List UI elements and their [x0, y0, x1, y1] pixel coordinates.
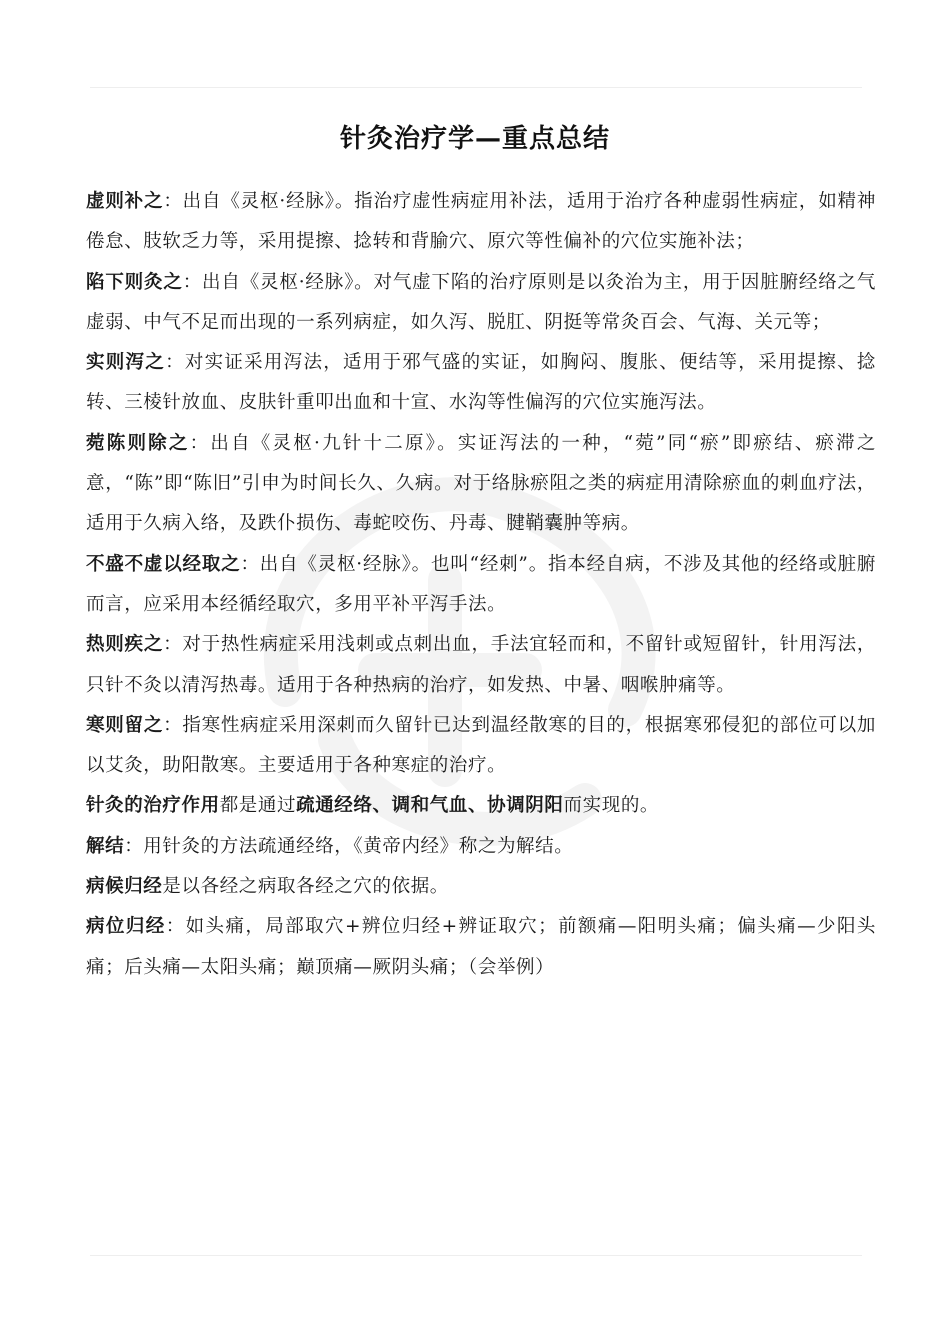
paragraph-bu-sheng-bu-xu — [86, 545, 876, 626]
paragraph-text: 都是通过 — [219, 795, 297, 817]
term-label: 热则疾之 — [86, 634, 164, 656]
top-divider — [90, 87, 862, 88]
paragraph-text: ：出自《灵枢·经脉》。指治疗虚性病症用补法，适用于治疗各种虚弱性病症，如精神倦怠、肢软乏力等，采用提擦、捻转和背腧穴、原穴等性偏补的穴位实施补法； — [86, 191, 876, 253]
paragraph-xian-xia-ze-jiu-zhi — [86, 263, 876, 344]
term-label: 病位归经 — [86, 916, 166, 938]
term-label: 病候归经 — [86, 876, 163, 898]
bottom-divider — [90, 1255, 862, 1256]
paragraph-re-ze-ji-zhi — [86, 625, 876, 706]
paragraph-jie-jie — [86, 827, 876, 867]
paragraph-text: ：出自《灵枢·九针十二原》。实证泻法的一种，“菀”同“瘀”即瘀结、瘀滞之意，“陈”即“陈旧”引申为时间长久、久病。对于络脉瘀阻之类的病症用清除瘀血的刺血疗法，适用于久病入络，及跌仆损伤、毒蛇咬伤、丹毒、腱鞘囊肿等病。 — [86, 432, 876, 535]
paragraph-text: 是以各经之病取各经之穴的依据。 — [162, 876, 449, 898]
term-label: 不盛不虚以经取之 — [86, 553, 241, 575]
document-body — [86, 182, 876, 988]
paragraph-text: ：出自《灵枢·经脉》。对气虚下陷的治疗原则是以灸治为主，用于因脏腑经络之气虚弱、中气不足而出现的一系列病症，如久泻、脱肛、阴挺等常灸百会、气海、关元等； — [86, 271, 876, 333]
paragraph-text: ：用针灸的方法疏通经络，《黄帝内经》称之为解结。 — [124, 835, 574, 857]
term-label: 寒则留之 — [86, 714, 164, 736]
term-label: 陷下则灸之 — [86, 271, 183, 293]
paragraph-xu-ze-bu-zhi — [86, 182, 876, 263]
paragraph-text: ：对于热性病症采用浅刺或点刺出血，手法宜轻而和，不留针或短留针，针用泻法，只针不灸以清泻热毒。适用于各种热病的治疗，如发热、中暑、咽喉肿痛等。 — [86, 634, 876, 696]
paragraph-text: ：指寒性病症采用深刺而久留针已达到温经散寒的目的，根据寒邪侵犯的部位可以加以艾灸，助阳散寒。主要适用于各种寒症的治疗。 — [86, 714, 876, 777]
term-label: 虚则补之 — [86, 191, 164, 212]
term-label: 针灸的治疗作用 — [86, 795, 220, 817]
term-label: 菀陈则除之 — [86, 432, 190, 454]
paragraph-text: ：对实证采用泻法，适用于邪气盛的实证，如胸闷、腹胀、便结等，采用提擦、捻转、三棱针放血、皮肤针重叩出血和十宣、水沟等性偏泻的穴位实施泻法。 — [86, 352, 877, 414]
paragraph-bing-wei-gui-jing — [86, 907, 876, 988]
paragraph-text: ：如头痛，局部取穴+辨位归经+辨证取穴；前额痛—阳明头痛；偏头痛—少阳头痛；后头痛—太阳头痛；巅顶痛—厥阴头痛；（会举例） — [86, 916, 876, 978]
paragraph-text-secondary: 而实现的。 — [563, 795, 660, 817]
paragraph-bing-hou-gui-jing — [86, 867, 876, 907]
term-label-secondary: 疏通经络、调和气血、协调阴阳 — [296, 795, 564, 817]
paragraph-shi-ze-xie-zhi — [86, 343, 876, 424]
paragraph-text: ：出自《灵枢·经脉》。也叫“经刺”。指本经自病，不涉及其他的经络或脏腑而言，应采用本经循经取穴，多用平补平泻手法。 — [86, 553, 876, 615]
paragraph-han-ze-liu-zhi — [86, 706, 876, 787]
term-label: 解结 — [86, 835, 125, 857]
paragraph-treatment-effect — [86, 786, 876, 826]
term-label: 实则泻之 — [86, 352, 166, 374]
paragraph-wan-chen-ze-chu-zhi — [86, 424, 876, 545]
page-title: 针灸治疗学—重点总结 — [339, 124, 610, 154]
